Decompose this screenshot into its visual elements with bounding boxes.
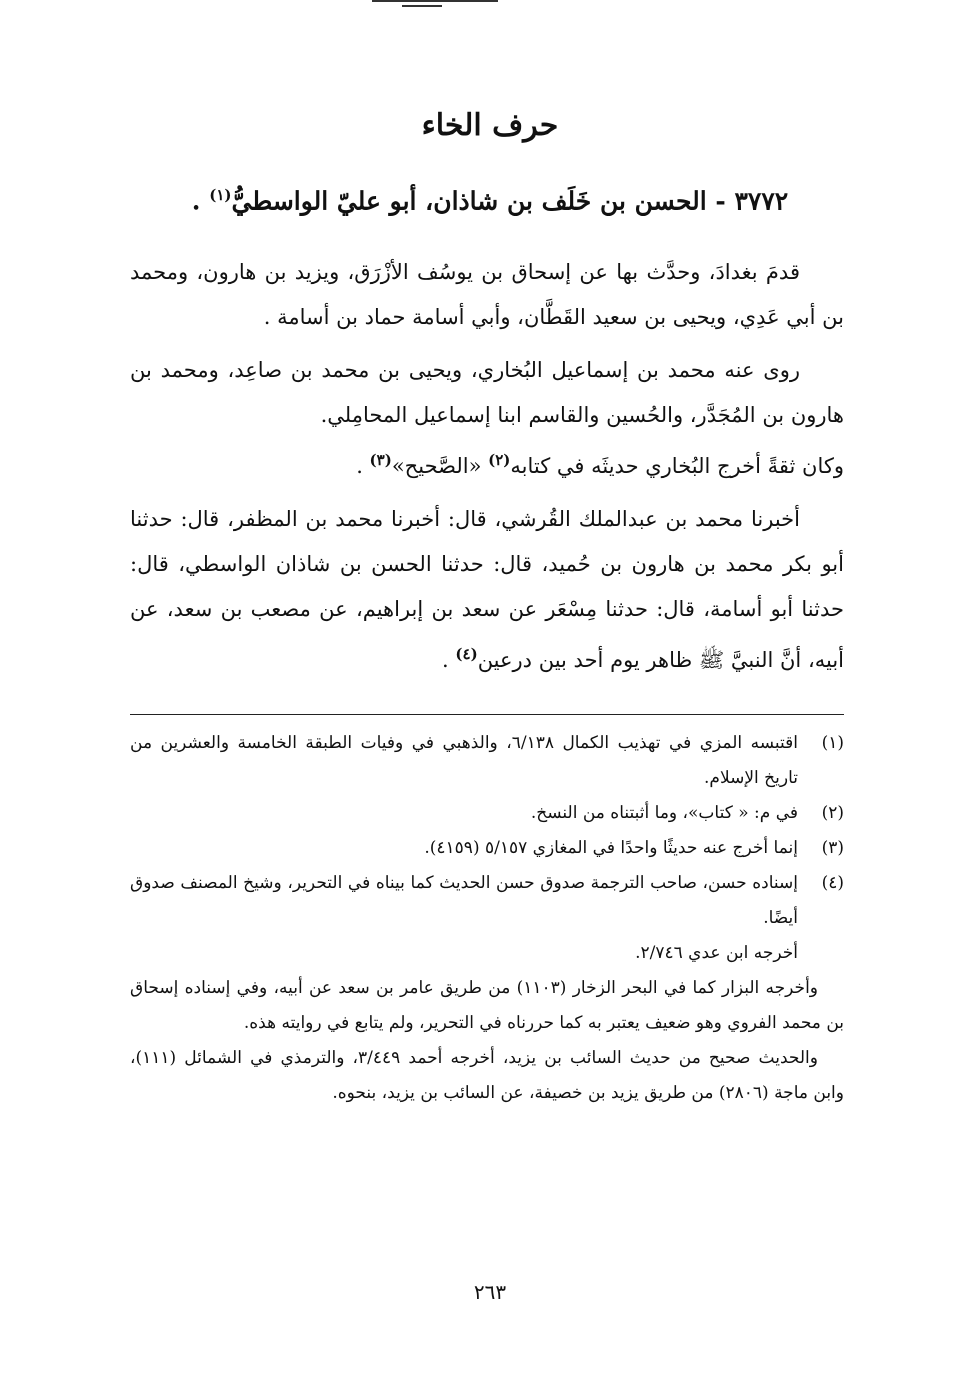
footnote-text: إسناده حسن، صاحب الترجمة صدوق حسن الحديث كما بيناه في التحرير، وشيخ المصنف صدوق أيضًا. [130,873,798,928]
footnote-4-paragraph: وأخرجه البزار كما في البحر الزخار (١١٠٣) من طريق عامر بن سعد عن أبيه، وفي إسناده إسحاق بن محمد الفروي وهو ضعيف يعتبر به كما حررناه في التحرير، ولم يتابع في روايته هذه. [130,978,844,1033]
page-number: ٢٦٣ [473,1280,507,1304]
footnote-text: اقتبسه المزي في تهذيب الكمال ٦/١٣٨، والذهبي في وفيات الطبقة الخامسة والعشرين من تاريخ الإسلام. [130,733,798,788]
footnote-ref-3: (٣) [369,451,392,469]
footnote-separator [130,714,844,715]
body-paragraph [130,348,844,438]
entry-heading-end: . [191,186,210,216]
footnote-4-paragraph: والحديث صحيح من حديث السائب بن يزيد، أخرجه أحمد ٣/٤٤٩، والترمذي في الشمائل (١١١)، وابن ماجة (٢٨٠٦) من طريق يزيد بن خصيفة، عن السائب بن يزيد، بنحوه. [130,1048,844,1103]
top-decorative-rule [372,0,498,8]
footnote-text: في م: « كتاب»، وما أثبتناه من النسخ. [530,803,798,823]
entry-heading [0,186,980,215]
body-paragraph-text: أخبرنا محمد بن عبدالملك القُرشي، قال: أخبرنا محمد بن المظفر، قال: حدثنا أبو بكر محمد بن هارون بن حُميد، قال: حدثنا الحسن بن شاذان الواسطي، قال: حدثنا أبو أسامة، قال: حدثنا مِسْعَر عن سعد بن إبراهيم، عن مصعب بن سعد، عن أبيه، أنَّ النبيَّ ﷺ ظاهر يوم أحد بين درعين [130,507,844,672]
body-paragraph [130,438,844,489]
footnote-ref-1: (١) [209,186,232,204]
footnote-number: (٣) [821,838,844,858]
footnote-4 [130,866,844,936]
body-line-end: . [356,454,370,478]
chapter-title: حرف الخاء [421,108,559,143]
entry-heading-text: ٣٧٧٢ - الحسن بن خَلَف بن شاذان، أبو عليّ الواسطيُّ [231,186,789,216]
footnote-3 [130,831,844,866]
body-paragraph: قدمَ بغدادَ، وحدَّث بها عن إسحاق بن يوسُف الأزْرَق، ويزيد بن هارون، ومحمد بن أبي عَدِي، ويحيى بن سعيد القَطَّان، وأبي أسامة حماد بن أسامة . [130,260,844,329]
body-line-text: «الصَّحيح» [391,454,489,478]
footnote-text: إنما أخرج عنه حديثًا واحدًا في المغازي ٥/١٥٧ (٤١٥٩). [424,838,798,858]
footnote-number: (١) [821,733,844,753]
body-paragraph-text: روى عنه محمد بن إسماعيل البُخاري، ويحيى بن محمد بن صاعِد، ومحمد بن هارون بن المُجَدَّر، والحُسين والقاسم ابنا إسماعيل المحامِلي. [130,358,844,427]
entry-body [130,250,844,691]
footnote-number: (٢) [821,803,844,823]
footnote-ref-4: (٤) [455,645,478,663]
footnotes [130,726,844,1111]
footnote-2 [130,796,844,831]
body-paragraph-end: . [442,648,456,672]
footnote-4-paragraph: أخرجه ابن عدي ٢/٧٤٦. [635,943,798,963]
body-paragraph [130,497,844,683]
footnote-ref-2: (٢) [488,451,511,469]
footnote-1 [130,726,844,796]
footnote-number: (٤) [821,873,844,893]
body-line-text: وكان ثقةً أخرج البُخاري حديثَه في كتابه [510,454,844,478]
